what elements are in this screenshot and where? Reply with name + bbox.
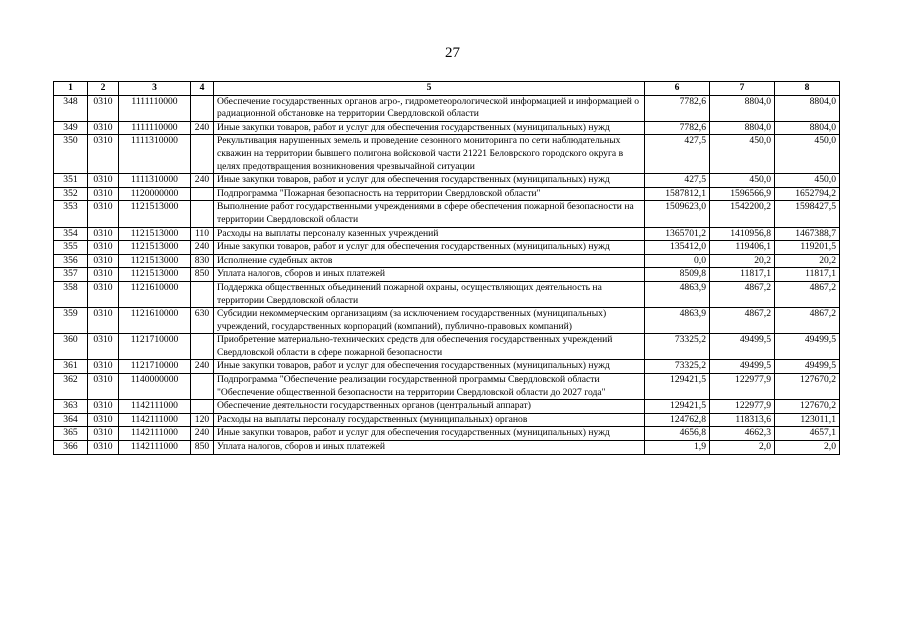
amount-year3-cell: 8804,0	[775, 95, 840, 121]
amount-year1-cell: 1509623,0	[645, 201, 710, 227]
section-code-cell: 0310	[88, 187, 119, 201]
expense-type-cell: 110	[191, 227, 214, 241]
amount-year3-cell: 450,0	[775, 135, 840, 174]
item-name-cell: Иные закупки товаров, работ и услуг для обеспечения государственных (муниципальных) нужд	[214, 121, 645, 135]
amount-year2-cell: 11817,1	[710, 268, 775, 282]
amount-year3-cell: 49499,5	[775, 334, 840, 360]
expense-type-cell	[191, 334, 214, 360]
amount-year1-cell: 135412,0	[645, 241, 710, 255]
amount-year2-cell: 1542200,2	[710, 201, 775, 227]
item-name-cell: Подпрограмма "Обеспечение реализации государственной программы Свердловской области "Обеспечение общественной безопасности на территории Свердловской области до 2027 года"	[214, 374, 645, 400]
expense-type-cell: 850	[191, 441, 214, 455]
table-row	[54, 334, 840, 360]
amount-year1-cell: 1365701,2	[645, 227, 710, 241]
amount-year2-cell: 450,0	[710, 135, 775, 174]
target-article-cell: 1111110000	[119, 121, 191, 135]
row-number-cell: 361	[54, 360, 88, 374]
target-article-cell: 1121513000	[119, 268, 191, 282]
table-row	[54, 413, 840, 427]
amount-year2-cell: 122977,9	[710, 374, 775, 400]
amount-year1-cell: 4656,8	[645, 427, 710, 441]
section-code-cell: 0310	[88, 334, 119, 360]
amount-year2-cell: 450,0	[710, 174, 775, 188]
row-number-cell: 349	[54, 121, 88, 135]
table-row	[54, 360, 840, 374]
expense-type-cell	[191, 201, 214, 227]
column-header: 4	[191, 82, 214, 96]
section-code-cell: 0310	[88, 308, 119, 334]
amount-year1-cell: 7782,6	[645, 95, 710, 121]
amount-year3-cell: 4867,2	[775, 281, 840, 307]
row-number-cell: 348	[54, 95, 88, 121]
amount-year3-cell: 1467388,7	[775, 227, 840, 241]
amount-year1-cell: 73325,2	[645, 334, 710, 360]
amount-year3-cell: 20,2	[775, 254, 840, 268]
table-body	[54, 95, 840, 454]
expense-type-cell	[191, 400, 214, 414]
item-name-cell: Иные закупки товаров, работ и услуг для обеспечения государственных (муниципальных) нужд	[214, 427, 645, 441]
amount-year1-cell: 1,9	[645, 441, 710, 455]
target-article-cell: 1142111000	[119, 400, 191, 414]
target-article-cell: 1121710000	[119, 360, 191, 374]
table-row	[54, 281, 840, 307]
expense-type-cell: 240	[191, 360, 214, 374]
expense-type-cell: 240	[191, 174, 214, 188]
amount-year2-cell: 118313,6	[710, 413, 775, 427]
amount-year1-cell: 8509,8	[645, 268, 710, 282]
target-article-cell: 1121710000	[119, 334, 191, 360]
target-article-cell: 1121513000	[119, 201, 191, 227]
section-code-cell: 0310	[88, 413, 119, 427]
table-row	[54, 174, 840, 188]
section-code-cell: 0310	[88, 268, 119, 282]
amount-year2-cell: 119406,1	[710, 241, 775, 255]
row-number-cell: 350	[54, 135, 88, 174]
section-code-cell: 0310	[88, 254, 119, 268]
section-code-cell: 0310	[88, 281, 119, 307]
expense-type-cell	[191, 187, 214, 201]
row-number-cell: 363	[54, 400, 88, 414]
amount-year2-cell: 1410956,8	[710, 227, 775, 241]
section-code-cell: 0310	[88, 241, 119, 255]
table-row	[54, 135, 840, 174]
amount-year3-cell: 49499,5	[775, 360, 840, 374]
amount-year3-cell: 11817,1	[775, 268, 840, 282]
section-code-cell: 0310	[88, 95, 119, 121]
target-article-cell: 1140000000	[119, 374, 191, 400]
table-header-row	[54, 82, 840, 96]
item-name-cell: Выполнение работ государственными учреждениями в сфере обеспечения пожарной безопасности на территории Свердловской области	[214, 201, 645, 227]
page-number: 27	[445, 45, 460, 61]
section-code-cell: 0310	[88, 135, 119, 174]
table-row	[54, 374, 840, 400]
amount-year1-cell: 4863,9	[645, 308, 710, 334]
expense-type-cell	[191, 374, 214, 400]
amount-year2-cell: 4867,2	[710, 308, 775, 334]
row-number-cell: 357	[54, 268, 88, 282]
target-article-cell: 1111310000	[119, 135, 191, 174]
table-row	[54, 201, 840, 227]
table-row	[54, 187, 840, 201]
target-article-cell: 1121513000	[119, 227, 191, 241]
column-header: 3	[119, 82, 191, 96]
amount-year3-cell: 127670,2	[775, 400, 840, 414]
section-code-cell: 0310	[88, 400, 119, 414]
column-header: 1	[54, 82, 88, 96]
amount-year3-cell: 4657,1	[775, 427, 840, 441]
amount-year1-cell: 73325,2	[645, 360, 710, 374]
expense-type-cell: 240	[191, 241, 214, 255]
amount-year1-cell: 427,5	[645, 174, 710, 188]
item-name-cell: Расходы на выплаты персоналу государственных (муниципальных) органов	[214, 413, 645, 427]
table-row	[54, 268, 840, 282]
item-name-cell: Исполнение судебных актов	[214, 254, 645, 268]
item-name-cell: Обеспечение деятельности государственных органов (центральный аппарат)	[214, 400, 645, 414]
item-name-cell: Рекультивация нарушенных земель и проведение сезонного мониторинга по сети наблюдательных скважин на территории бывшего полигона войсковой части 21221 Беловрского городского округа в целях предотвращения возникновения чрезвычайной ситуации	[214, 135, 645, 174]
table-row	[54, 254, 840, 268]
row-number-cell: 358	[54, 281, 88, 307]
amount-year2-cell: 49499,5	[710, 334, 775, 360]
amount-year3-cell: 127670,2	[775, 374, 840, 400]
table-row	[54, 441, 840, 455]
expense-type-cell: 630	[191, 308, 214, 334]
row-number-cell: 360	[54, 334, 88, 360]
item-name-cell: Уплата налогов, сборов и иных платежей	[214, 268, 645, 282]
amount-year2-cell: 4662,3	[710, 427, 775, 441]
expense-type-cell	[191, 135, 214, 174]
amount-year1-cell: 7782,6	[645, 121, 710, 135]
column-header: 5	[214, 82, 645, 96]
table-row	[54, 121, 840, 135]
column-header: 6	[645, 82, 710, 96]
row-number-cell: 364	[54, 413, 88, 427]
expense-type-cell	[191, 281, 214, 307]
target-article-cell: 1120000000	[119, 187, 191, 201]
section-code-cell: 0310	[88, 227, 119, 241]
table-row	[54, 427, 840, 441]
section-code-cell: 0310	[88, 121, 119, 135]
amount-year3-cell: 8804,0	[775, 121, 840, 135]
amount-year2-cell: 8804,0	[710, 121, 775, 135]
item-name-cell: Уплата налогов, сборов и иных платежей	[214, 441, 645, 455]
amount-year1-cell: 124762,8	[645, 413, 710, 427]
row-number-cell: 359	[54, 308, 88, 334]
target-article-cell: 1121610000	[119, 308, 191, 334]
item-name-cell: Подпрограмма "Пожарная безопасность на территории Свердловской области"	[214, 187, 645, 201]
amount-year2-cell: 8804,0	[710, 95, 775, 121]
amount-year1-cell: 129421,5	[645, 374, 710, 400]
target-article-cell: 1111310000	[119, 174, 191, 188]
amount-year1-cell: 4863,9	[645, 281, 710, 307]
row-number-cell: 353	[54, 201, 88, 227]
column-header: 8	[775, 82, 840, 96]
item-name-cell: Иные закупки товаров, работ и услуг для обеспечения государственных (муниципальных) нужд	[214, 360, 645, 374]
row-number-cell: 355	[54, 241, 88, 255]
item-name-cell: Расходы на выплаты персоналу казенных учреждений	[214, 227, 645, 241]
expense-type-cell: 120	[191, 413, 214, 427]
target-article-cell: 1142111000	[119, 441, 191, 455]
amount-year3-cell: 1652794,2	[775, 187, 840, 201]
item-name-cell: Иные закупки товаров, работ и услуг для обеспечения государственных (муниципальных) нужд	[214, 174, 645, 188]
amount-year3-cell: 450,0	[775, 174, 840, 188]
amount-year1-cell: 1587812,1	[645, 187, 710, 201]
amount-year2-cell: 4867,2	[710, 281, 775, 307]
section-code-cell: 0310	[88, 427, 119, 441]
row-number-cell: 362	[54, 374, 88, 400]
item-name-cell: Обеспечение государственных органов агро-, гидрометеорологической информацией и информацией о радиационной обстановке на территории Свердловской области	[214, 95, 645, 121]
budget-table	[53, 81, 840, 455]
section-code-cell: 0310	[88, 201, 119, 227]
row-number-cell: 365	[54, 427, 88, 441]
expense-type-cell: 850	[191, 268, 214, 282]
item-name-cell: Приобретение материально-технических средств для обеспечения государственных учреждений Свердловской области в сфере пожарной безопасности	[214, 334, 645, 360]
amount-year2-cell: 1596566,9	[710, 187, 775, 201]
row-number-cell: 351	[54, 174, 88, 188]
row-number-cell: 366	[54, 441, 88, 455]
item-name-cell: Поддержка общественных объединений пожарной охраны, осуществляющих деятельность на территории Свердловской области	[214, 281, 645, 307]
amount-year1-cell: 427,5	[645, 135, 710, 174]
row-number-cell: 354	[54, 227, 88, 241]
table-row	[54, 227, 840, 241]
item-name-cell: Субсидии некоммерческим организациям (за исключением государственных (муниципальных) учреждений, государственных корпораций (компаний), публично-правовых компаний)	[214, 308, 645, 334]
amount-year3-cell: 1598427,5	[775, 201, 840, 227]
item-name-cell: Иные закупки товаров, работ и услуг для обеспечения государственных (муниципальных) нужд	[214, 241, 645, 255]
amount-year1-cell: 0,0	[645, 254, 710, 268]
section-code-cell: 0310	[88, 374, 119, 400]
target-article-cell: 1111110000	[119, 95, 191, 121]
expense-type-cell: 240	[191, 121, 214, 135]
section-code-cell: 0310	[88, 360, 119, 374]
amount-year2-cell: 122977,9	[710, 400, 775, 414]
amount-year2-cell: 20,2	[710, 254, 775, 268]
section-code-cell: 0310	[88, 174, 119, 188]
expense-type-cell	[191, 95, 214, 121]
row-number-cell: 356	[54, 254, 88, 268]
expense-type-cell: 830	[191, 254, 214, 268]
table-row	[54, 241, 840, 255]
column-header: 7	[710, 82, 775, 96]
target-article-cell: 1142111000	[119, 427, 191, 441]
column-header: 2	[88, 82, 119, 96]
section-code-cell: 0310	[88, 441, 119, 455]
amount-year3-cell: 4867,2	[775, 308, 840, 334]
table-row	[54, 308, 840, 334]
amount-year3-cell: 123011,1	[775, 413, 840, 427]
target-article-cell: 1121513000	[119, 254, 191, 268]
amount-year1-cell: 129421,5	[645, 400, 710, 414]
table-row	[54, 400, 840, 414]
row-number-cell: 352	[54, 187, 88, 201]
amount-year3-cell: 119201,5	[775, 241, 840, 255]
amount-year3-cell: 2,0	[775, 441, 840, 455]
target-article-cell: 1121610000	[119, 281, 191, 307]
target-article-cell: 1121513000	[119, 241, 191, 255]
expense-type-cell: 240	[191, 427, 214, 441]
table-row	[54, 95, 840, 121]
amount-year2-cell: 49499,5	[710, 360, 775, 374]
target-article-cell: 1142111000	[119, 413, 191, 427]
amount-year2-cell: 2,0	[710, 441, 775, 455]
